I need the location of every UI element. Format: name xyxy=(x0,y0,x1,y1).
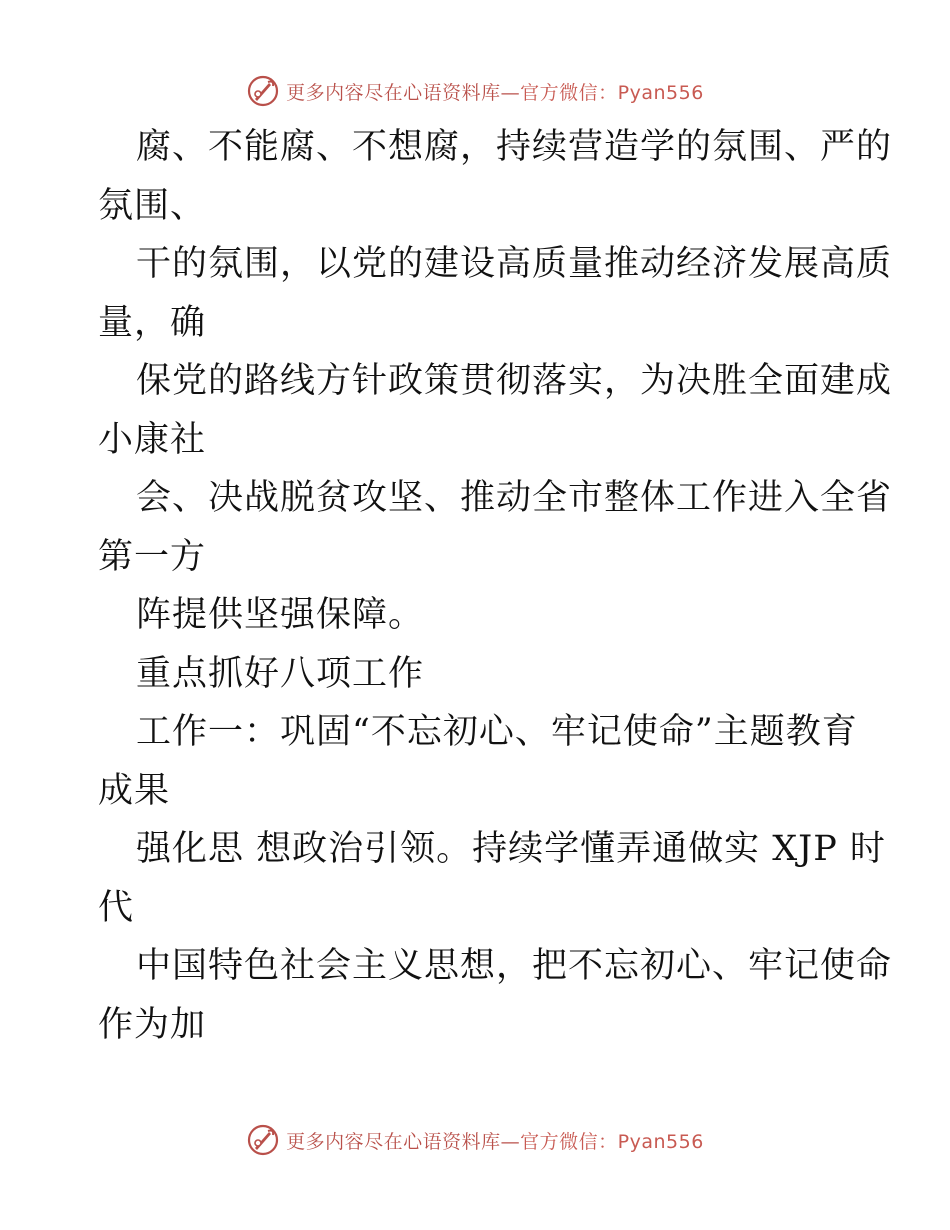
watermark-brand: 更多内容尽在心语资料库 xyxy=(286,81,501,104)
paragraph-line-wrap: 氛围、 xyxy=(98,185,207,226)
watermark-wechat: 官方微信：Pyan556 xyxy=(520,1130,704,1153)
document-body xyxy=(98,118,893,1054)
paragraph-line-wrap: 成果 xyxy=(98,770,171,811)
paragraph-line: 保党的路线方针政策贯彻落实，为决胜全面建成 xyxy=(136,361,893,401)
paragraph-line-wrap: 代 xyxy=(98,887,135,928)
quill-logo-icon xyxy=(246,74,280,108)
quill-logo-icon xyxy=(246,1123,280,1157)
paragraph-line: 强化思 想政治引领。持续学懂弄通做实 XJP 时 xyxy=(136,829,886,869)
paragraph-line-wrap: 第一方 xyxy=(98,536,207,577)
watermark-text xyxy=(286,1127,704,1154)
paragraph-line: 腐、不能腐、不想腐，持续营造学的氛围、严的 xyxy=(136,127,893,167)
watermark-wechat: 官方微信：Pyan556 xyxy=(520,81,704,104)
paragraph-line: 阵提供坚强保障。 xyxy=(136,595,425,635)
paragraph-line: 会、决战脱贫攻坚、推动全市整体工作进入全省 xyxy=(136,478,893,518)
paragraph-line: 中国特色社会主义思想，把不忘初心、牢记使命 xyxy=(136,946,893,986)
watermark-brand: 更多内容尽在心语资料库 xyxy=(286,1130,501,1153)
paragraph-line-wrap: 量，确 xyxy=(98,302,207,343)
watermark-separator: — xyxy=(500,1130,521,1153)
paragraph-line-wrap: 作为加 xyxy=(98,1004,207,1045)
subsection-heading: 工作一：巩固“不忘初心、牢记使命”主题教育 xyxy=(136,712,858,752)
watermark-text xyxy=(286,78,704,105)
paragraph-line-wrap: 小康社 xyxy=(98,419,207,460)
header-watermark xyxy=(0,71,950,111)
footer-watermark xyxy=(0,1120,950,1160)
paragraph-line: 干的氛围，以党的建设高质量推动经济发展高质 xyxy=(136,244,893,284)
section-heading: 重点抓好八项工作 xyxy=(136,653,425,694)
watermark-separator: — xyxy=(500,81,521,104)
